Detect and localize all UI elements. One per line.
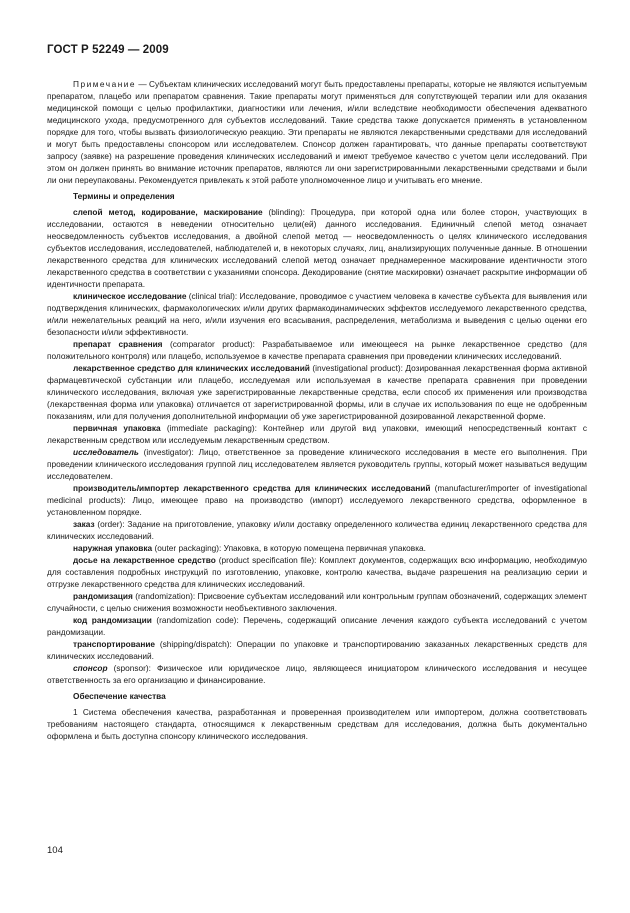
term-name: первичная упаковка [73,423,161,433]
terms-list [47,206,587,686]
term-definition [47,518,587,542]
term-definition [47,422,587,446]
term-name: рандомизация [73,591,133,601]
term-name: досье на лекарственное средство [73,555,216,565]
term-definition [47,554,587,590]
term-name: производитель/импортер лекарственного средства для клинических исследований [73,483,431,493]
term-text: (comparator product): Разрабатываемое или имеющееся на рынке лекарственное средство (для положительного контроля) или плацебо, используемое в качестве препарата сравнения при проведении клинических исследований. [47,339,587,361]
document-header: ГОСТ Р 52249 — 2009 [47,44,169,56]
term-definition [47,482,587,518]
term-definition [47,206,587,290]
term-text: (manufacturer/importer of investigational medicinal products): Лицо, имеющее право на производство (импорт) исследуемого лекарственного средства, оформленное в установленном порядке. [47,483,587,517]
section-heading-terms: Термины и определения [73,191,175,201]
document-body [47,78,587,742]
term-text: (investigational product): Дозированная лекарственная форма активной фармацевтической субстанции или плацебо, исследуемая или используемая в качестве препарата сравнения при проведении клинического исследования, включая уже зарегистрированные лекарственные средства, если способ их применения или производства (лекарственная форма или упаковка) отличается от зарегистрированной формы, или в случае их использования по еще не одобренным показаниям, или для получения дополнительной информации об уже зарегистрированной дозированной лекарственной форме. [47,363,588,421]
page-number: 104 [47,845,63,856]
term-name: наружная упаковка [73,543,153,553]
term-text: (clinical trial): Исследование, проводимое с участием человека в качестве субъекта для выявления или подтверждения клинических, фармакологических и/или других фармакодинамических эффектов исследуемого лекарственного средства, и/или нежелательных реакций на него, и/или изучения его всасывания, распределения, метаболизма и выведения с целью оценки его безопасности и/или эффективности. [47,291,587,337]
term-name: заказ [73,519,95,529]
term-definition [47,662,587,686]
term-definition [47,290,587,338]
note-paragraph [47,78,587,186]
term-text: (outer packaging): Упаковка, в которую помещена первичная упаковка. [152,543,426,553]
term-name: лекарственное средство для клинических исследований [73,363,310,373]
term-definition [47,362,587,422]
term-definition [47,338,587,362]
term-text: (order): Задание на приготовление, упаковку и/или доставку определенного количества единиц лекарственного средства для клинических исследований. [47,519,587,541]
note-text: — Субъектам клинических исследований могут быть предоставлены препараты, которые не являются испытуемым препаратом, плацебо или препаратом сравнения. Такие препараты могут применяться для сопутствующей терапии или для оказания медицинской помощи с целью профилактики, диагностики или лечения, и/или вследствие необходимости обеспечения адекватного медицинского ухода, предусмотренного для субъектов исследований. Такие средства также допускается применять в установленном порядке для того, чтобы вызвать физиологическую реакцию. Эти препараты не являются лекарственными средствами для исследований и могут быть предоставлены спонсором или исследователем. Спонсор должен гарантировать, что данные препараты соответствуют запросу (заявке) на разрешение проведения клинических исследований и имеют требуемое качество с учетом цели исследований. При этом он должен принять во внимание источник препаратов, являются ли они зарегистрированными лекарственными средствами и были ли они переупакованы. Рекомендуется привлекать к этой работе уполномоченное лицо и учитывать его мнение. [47,79,587,185]
term-text: (product specification file): Комплект документов, содержащих всю информацию, необходимую для составления подробных инструкций по изготовлению, упаковке, контролю качества, выдаче разрешения на реализацию серии и отгрузке лекарственного средства для клинических исследований. [47,555,587,589]
term-definition [47,614,587,638]
term-definition [47,590,587,614]
term-name: клиническое исследование [73,291,187,301]
term-text: (blinding): Процедура, при которой одна или более сторон, участвующих в исследовании, остаются в неведении относительно цели(ей) данного исследования. Единичный слепой метод означает неосведомленность субъектов исследования, а двойной слепой метод — неосведомленность о целях клинического исследования субъектов исследования, исследователей, наблюдателей и, в некоторых случаях, лиц, анализирующих полученные данные. В отношении лекарственного средства для клинических исследований слепой метод означает преднамеренное маскирование идентичности этого лекарственного средства в соответствии с указаниями спонсора. Декодирование (снятие маскировки) означает раскрытие информации об идентичности препарата. [47,207,587,289]
note-label: Примечание [73,79,137,89]
term-name: исследователь [73,447,139,457]
term-name: спонсор [73,663,108,673]
term-text: (sponsor): Физическое или юридическое лицо, являющееся инициатором клинического исследования и несущее ответственность за его организацию и финансирование. [47,663,587,685]
term-definition [47,542,587,554]
term-name: код рандомизации [73,615,152,625]
term-definition [47,446,587,482]
quality-paragraph: 1 Система обеспечения качества, разработанная и проверенная производителем или импортером, должна соответствовать требованиям настоящего стандарта, относящимся к лекарственным средствам для исследования, должна быть документально оформлена и быть доступна спонсору клинического исследования. [47,707,587,741]
term-name: слепой метод, кодирование, маскирование [73,207,263,217]
term-name: транспортирование [73,639,156,649]
term-text: (immediate packaging): Контейнер или другой вид упаковки, имеющий непосредственный контакт с лекарственным средством или исследуемым лекарственным средством. [47,423,587,445]
term-text: (shipping/dispatch): Операции по упаковке и транспортированию заказанных лекарственных средств для клинических исследований. [47,639,587,661]
term-text: (randomization): Присвоение субъектам исследований или контрольным группам обозначений, содержащих элемент случайности, с целью снижения возможности необъективного заключения. [47,591,587,613]
term-text: (investigator): Лицо, ответственное за проведение клинического исследования в месте его выполнения. При проведении клинического исследования группой лиц исследователем является руководитель группы, который может называться ведущим исследователем. [47,447,587,481]
term-text: (randomization code): Перечень, содержащий описание лечения каждого субъекта исследований с учетом рандомизации. [47,615,587,637]
term-definition [47,638,587,662]
term-name: препарат сравнения [73,339,163,349]
section-heading-quality: Обеспечение качества [73,691,166,701]
